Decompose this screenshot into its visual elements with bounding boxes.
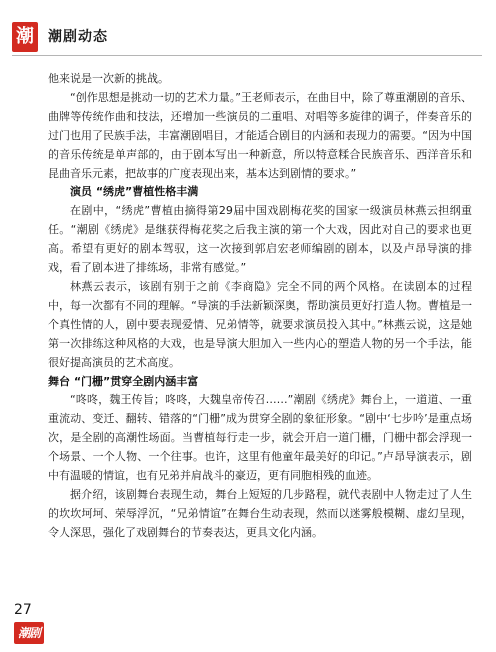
paragraph: 在剧中，“绣虎”曹植由摘得第29届中国戏剧梅花奖的国家一级演员林燕云担纲重任。“潮剧《绣虎》是继获得梅花奖之后我主演的第一个大戏，因此对自己的要求也更高。希望有更好的剧本驾驭，这一次接到郭启宏老师编剧的剧本，以及卢昂导演的排戏，看了剧本进了排练场，非常有感觉。”	[48, 204, 472, 275]
paragraph: 林燕云表示，该剧有别于之前《李商隐》完全不同的两个风格。在读剧本的过程中，每一次都有不同的理解。“导演的手法新颖深奥，帮助演员更好打造人物。曹植是一个真性情的人，剧中要表现爱情、兄弟情等，就要求演员投入其中。”林燕云说，这是她第一次排练这种风格的大戏，也是导演大胆加入一些内心的塑造人物的另一个手法，能很好提高演员的艺术高度。	[48, 279, 472, 369]
section-title: 潮剧动态	[48, 29, 108, 45]
article-body	[48, 70, 472, 543]
paragraph: “咚咚，魏王传旨；咚咚，大魏皇帝传召……”潮剧《绣虎》舞台上，一道道、一重重流动、变迁、翻转、错落的“门栅”成为贯穿全剧的象征形象。“剧中‘七步吟’是重点场次，是全剧的高潮性场面。当曹植每行走一步，就会开启一道门栅，门栅中都会浮现一个场景、一个人物、一个往事。也许，这里有他童年最美好的印记。”卢昂导演表示，剧中有温暖的情谊，也有兄弟并肩战斗的豪迈，更有同胞相残的血迹。	[48, 393, 472, 483]
paragraph: “创作思想是挑动一切的艺术力量。”王老师表示，在曲目中，除了尊重潮剧的音乐、曲牌等传统作曲和技法，还增加一些演员的二重唱、对唱等多旋律的调子，伴奏音乐的过门也用了民族手法，丰富潮剧唱目，才能适合剧目的内涵和表现力的需要。“因为中国的音乐传统是单声部的，由于剧本写出一种新意，所以特意糅合民族音乐、西洋音乐和昆曲音乐元素，把故事的广度表现出来，基本达到剧情的要求。”	[48, 90, 472, 180]
subheading: 演员 “绣虎”曹植性格丰满	[70, 185, 199, 199]
header-divider	[12, 55, 482, 56]
top-logo: 潮	[12, 22, 38, 52]
paragraph: 据介绍，该剧舞台表现生动，舞台上短短的几步路程，就代表剧中人物走过了人生的坎坎坷坷、荣辱浮沉，“兄弟情谊”在舞台生动表现，然而以迷雾般模糊、虚幻呈现，令人深思，强化了戏剧舞台的节奏表达，更具文化内涵。	[48, 487, 472, 539]
subheading: 舞台 “门栅”贯穿全剧内涵丰富	[48, 374, 199, 388]
footer-logo: 潮剧	[14, 622, 44, 644]
paragraph: 他来说是一次新的挑战。	[48, 72, 169, 85]
page-number: 27	[14, 602, 32, 618]
